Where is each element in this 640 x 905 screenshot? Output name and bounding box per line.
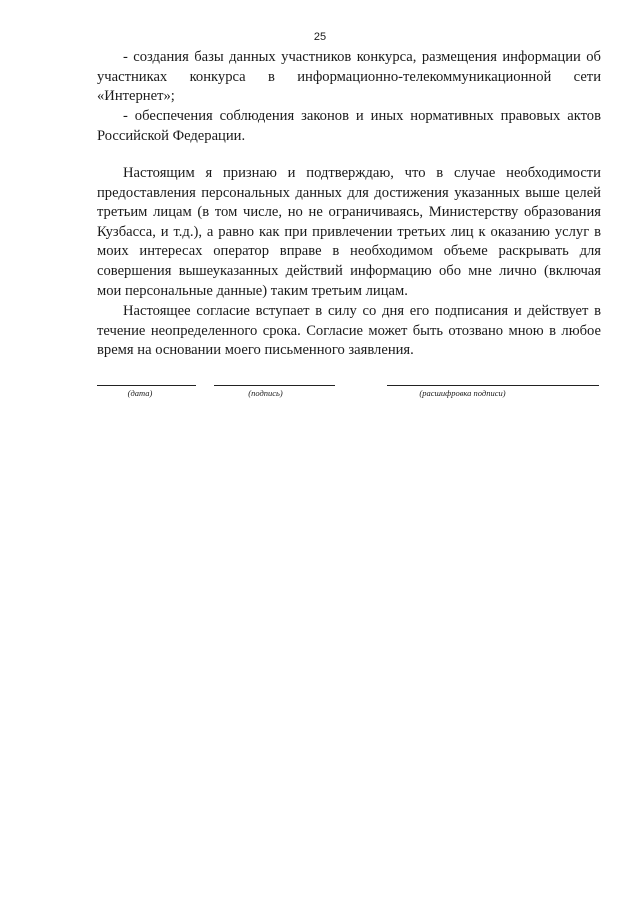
paragraph-database-creation: - создания базы данных участников конкурса, размещения информации об участниках конкурса в информационно-телекоммуникационной сети «Интернет»;	[97, 49, 601, 105]
signature-caption: (подпись)	[248, 388, 283, 398]
date-signature-line	[97, 385, 196, 386]
date-caption: (дата)	[127, 388, 153, 398]
full-name-caption: (расшифровка подписи)	[419, 388, 506, 398]
full-name-signature-line	[387, 385, 599, 386]
signature-line	[214, 385, 335, 386]
paragraph-consent-validity: Настоящее согласие вступает в силу со дня его подписания и действует в течение неопределенного срока. Согласие может быть отозвано мною в любое время на основании моего письменного заявления.	[97, 303, 601, 359]
paragraph-law-compliance: - обеспечения соблюдения законов и иных нормативных правовых актов Российской Федерации.	[97, 108, 601, 144]
paragraph-third-party-disclosure: Настоящим я признаю и подтверждаю, что в случае необходимости предоставления персональных данных для достижения указанных выше целей третьим лицам (в том числе, но не ограничиваясь, Министерству образования Кузбасса, и т.д.), а равно как при привлечении третьих лиц к оказанию услуг в моих интересах оператор вправе в необходимом объеме раскрывать для совершения вышеуказанных действий информацию обо мне лично (включая мои персональные данные) таким третьим лицам.	[97, 165, 601, 299]
page-number: 25	[313, 31, 327, 43]
